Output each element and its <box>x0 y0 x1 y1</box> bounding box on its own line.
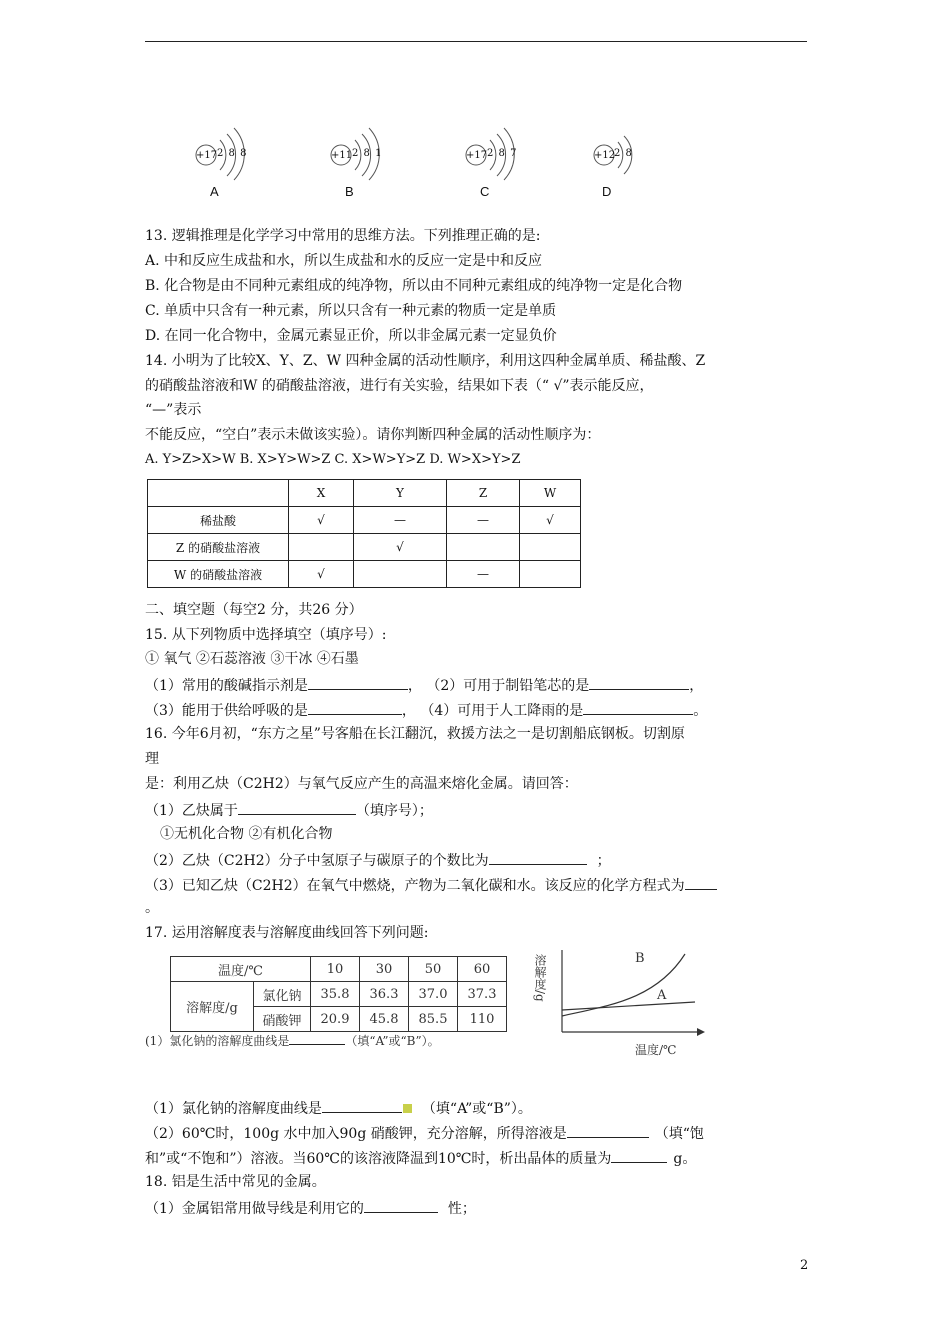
table-cell: 37.3 <box>458 982 507 1007</box>
table-cell: 稀盐酸 <box>148 507 289 534</box>
q15-part-4: ， （4）可用于人工降雨的是 <box>401 703 584 719</box>
q18-sub-1-end: 性； <box>447 1201 476 1217</box>
atom-nucleus: +11 <box>331 150 353 161</box>
table-cell: 36.3 <box>360 982 409 1007</box>
atom-shells: 2 8 <box>614 148 633 159</box>
q16-line-3: 是：利用乙炔（C2H2）与氧气反应产生的高温来熔化金属。请回答： <box>145 776 578 792</box>
table-cell: 110 <box>458 1007 507 1032</box>
q16-sub-1-options: ①无机化合物 ②有机化合物 <box>160 826 333 842</box>
answer-blank[interactable] <box>489 849 587 865</box>
atom-shells: 2 8 1 <box>352 148 383 159</box>
q17-sub-2-cont <box>145 1147 696 1169</box>
q18-sub-1-text: （1）金属铝常用做导线是利用它的 <box>145 1201 364 1217</box>
atom-diagram-d <box>580 118 660 208</box>
q15-part-1: （1）常用的酸碱指示剂是 <box>145 678 308 694</box>
q13-option-b: B. 化合物是由不同种元素组成的纯净物，所以由不同种元素组成的纯净物一定是化合物 <box>145 278 683 294</box>
q17-solubility-figure <box>145 946 715 1061</box>
q16-sub-2-end: ； <box>596 853 611 869</box>
q14-options: A. Y>Z>X>W B. X>Y>W>Z C. X>W>Y>Z D. W>X>Y>Z <box>145 452 521 467</box>
table-row <box>148 507 581 534</box>
table-cell: 硝酸钾 <box>254 1007 311 1032</box>
q17-sub-1-end: （填“A”或“B”）。 <box>421 1101 532 1117</box>
answer-blank[interactable] <box>364 1197 438 1213</box>
q15-line-1 <box>145 674 703 696</box>
table-cell: — <box>447 507 520 534</box>
mark-icon <box>403 1104 412 1113</box>
table-cell: 20.9 <box>311 1007 360 1032</box>
table-cell: 温度/℃ <box>171 957 311 982</box>
q13-stem: 13. 逻辑推理是化学学习中常用的思维方法。下列推理正确的是: <box>145 228 541 244</box>
q16-sub-1-text: （1）乙炔属于 <box>145 803 238 819</box>
q13-option-d: D. 在同一化合物中，金属元素显正价，所以非金属元素一定显负价 <box>145 328 557 344</box>
q16-sub-2 <box>145 849 611 871</box>
table-cell: 35.8 <box>311 982 360 1007</box>
solubility-curve-graph <box>535 946 715 1061</box>
curve-b-label: B <box>635 951 645 966</box>
q16-sub-3 <box>145 874 717 896</box>
table-cell: 85.5 <box>409 1007 458 1032</box>
q15-part-2: ， （2）可用于制铅笔芯的是 <box>407 678 590 694</box>
atom-nucleus: +17 <box>466 150 488 161</box>
answer-blank[interactable] <box>308 699 402 715</box>
q18-stem: 18. 铝是生活中常见的金属。 <box>145 1174 326 1190</box>
solubility-table <box>170 956 507 1032</box>
page-number: 2 <box>800 1258 809 1273</box>
figure-question-end: （填“A”或“B”）。 <box>345 1034 440 1048</box>
table-row <box>148 561 581 588</box>
atom-diagrams <box>180 118 650 208</box>
table-cell <box>354 561 447 588</box>
table-cell: — <box>447 561 520 588</box>
q17-sub-2-tail: （填“饱 <box>654 1126 704 1142</box>
q16-line-2: 理 <box>145 751 159 767</box>
table-row <box>171 982 507 1007</box>
table-cell: 45.8 <box>360 1007 409 1032</box>
header-rule <box>145 41 807 42</box>
atom-diagram-b <box>315 118 395 208</box>
q16-sub-1 <box>145 799 433 821</box>
table-cell <box>447 534 520 561</box>
atom-label: C <box>480 184 490 199</box>
table-cell: 氯化钠 <box>254 982 311 1007</box>
q14-line-2: 的硝酸盐溶液和W 的硝酸盐溶液，进行有关实验，结果如下表（“ √”表示能反应， <box>145 378 654 394</box>
q16-sub-1-end: （填序号）； <box>355 803 433 819</box>
table-row <box>171 957 507 982</box>
answer-blank[interactable] <box>685 874 717 890</box>
q17-sub-2-cont-text: 和”或“不饱和”）溶液。当60℃的该溶液降温到10℃时，析出晶体的质量为 <box>145 1151 612 1167</box>
q18-sub-1 <box>145 1197 476 1219</box>
table-cell: Y <box>354 480 447 507</box>
table-cell: W 的硝酸盐溶液 <box>148 561 289 588</box>
table-cell <box>148 480 289 507</box>
table-cell: 50 <box>409 957 458 982</box>
q14-line-3: “—”表示 <box>145 402 202 418</box>
answer-blank[interactable] <box>583 699 693 715</box>
q16-sub-3-text: （3）已知乙炔（C2H2）在氧气中燃烧，产物为二氧化碳和水。该反应的化学方程式为 <box>145 878 685 894</box>
q13-option-c: C. 单质中只含有一种元素，所以只含有一种元素的物质一定是单质 <box>145 303 557 319</box>
q17-stem: 17. 运用溶解度表与溶解度曲线回答下列问题: <box>145 925 429 941</box>
table-cell: √ <box>520 507 581 534</box>
q15-part-2-end: ， <box>689 678 704 694</box>
table-cell: Z <box>447 480 520 507</box>
curve-a-label: A <box>657 988 667 1003</box>
figure-question-text <box>145 1032 440 1049</box>
atom-shells: 2 8 7 <box>487 148 518 159</box>
table-row <box>148 534 581 561</box>
q16-line-1: 16. 今年6月初，“东方之星”号客船在长江翻沉，救援方法之一是切割船底钢板。切割原 <box>145 726 685 742</box>
atom-diagram-a <box>180 118 260 208</box>
q17-sub-1-text: （1）氯化钠的溶解度曲线是 <box>145 1101 322 1117</box>
x-axis-label: 温度/℃ <box>635 1043 677 1057</box>
table-cell: Z 的硝酸盐溶液 <box>148 534 289 561</box>
answer-blank[interactable] <box>589 674 689 690</box>
table-cell <box>520 534 581 561</box>
table-cell: W <box>520 480 581 507</box>
atom-diagram-c <box>450 118 530 208</box>
table-cell: 37.0 <box>409 982 458 1007</box>
y-axis-label: 溶解度/g <box>533 954 547 1002</box>
table-cell: X <box>289 480 354 507</box>
table-cell: √ <box>289 561 354 588</box>
q13-option-a: A. 中和反应生成盐和水，所以生成盐和水的反应一定是中和反应 <box>145 253 543 269</box>
table-header-row <box>148 480 581 507</box>
q15-stem: 15. 从下列物质中选择填空（填序号）: <box>145 627 387 643</box>
table-cell <box>289 534 354 561</box>
atom-nucleus: +12 <box>594 150 616 161</box>
q14-line-1: 14. 小明为了比较X、Y、Z、W 四种金属的活动性顺序，利用这四种金属单质、稀盐酸、Z <box>145 353 706 369</box>
table-cell: 10 <box>311 957 360 982</box>
table-cell <box>520 561 581 588</box>
q15-line-2 <box>145 699 707 721</box>
x-axis-arrow-icon <box>697 1028 705 1036</box>
atom-label: D <box>602 184 612 199</box>
q15-part-3: （3）能用于供给呼吸的是 <box>145 703 308 719</box>
q16-sub-2-text: （2）乙炔（C2H2）分子中氢原子与碳原子的个数比为 <box>145 853 489 869</box>
table-cell: 溶解度/g <box>171 982 254 1032</box>
table-cell: √ <box>354 534 447 561</box>
curve-a <box>562 1002 695 1010</box>
section-heading: 二、填空题（每空2 分，共26 分） <box>145 602 363 618</box>
figure-blank <box>289 1033 345 1045</box>
answer-blank[interactable] <box>238 799 356 815</box>
q15-options: ① 氧气 ②石蕊溶液 ③干冰 ④石墨 <box>145 651 359 667</box>
answer-blank[interactable] <box>308 674 408 690</box>
q14-results-table <box>147 479 581 588</box>
answer-blank[interactable] <box>322 1097 402 1113</box>
q17-sub-2-end: g。 <box>673 1151 697 1167</box>
table-cell: 60 <box>458 957 507 982</box>
q17-sub-1 <box>145 1097 532 1119</box>
answer-blank[interactable] <box>611 1147 667 1163</box>
table-cell: — <box>354 507 447 534</box>
table-cell: 30 <box>360 957 409 982</box>
q15-part-4-end: 。 <box>693 703 708 719</box>
atom-nucleus: +17 <box>196 150 218 161</box>
q17-sub-2 <box>145 1122 704 1144</box>
q16-sub-3-end: 。 <box>145 900 159 916</box>
atom-shells: 2 8 8 <box>217 148 248 159</box>
atom-label: B <box>345 184 354 199</box>
atom-label: A <box>210 184 219 199</box>
q14-line-4: 不能反应，“空白”表示未做该实验）。请你判断四种金属的活动性顺序为： <box>145 427 601 443</box>
figure-question-part: (1）氯化钠的溶解度曲线是 <box>145 1034 290 1048</box>
table-cell: √ <box>289 507 354 534</box>
q17-sub-2-text: （2）60℃时，100g 水中加入90g 硝酸钾，充分溶解，所得溶液是 <box>145 1126 567 1142</box>
answer-blank[interactable] <box>567 1122 649 1138</box>
